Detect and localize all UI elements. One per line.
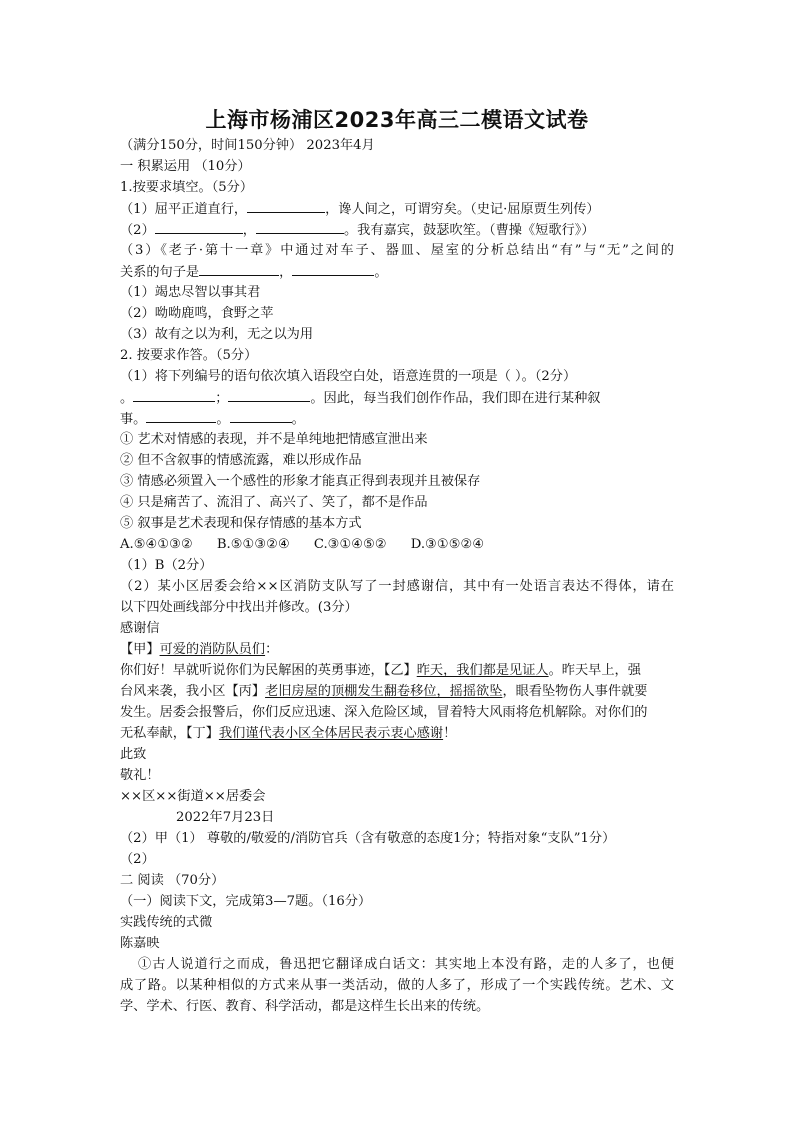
article-author: 陈嘉映 (120, 936, 160, 951)
page-title: 上海市杨浦区2023年高三二模语文试卷 (205, 108, 589, 132)
letter-signer: ××区××街道××居委会 (120, 789, 266, 804)
letter-body-line3: 发生。居委会报警后，你们反应迅速、深入危险区域，冒着特大风雨将危机解除。对你们的 (120, 705, 648, 720)
q1-sentence-2: （2） ， 。我有嘉宾，鼓瑟吹笙。（曹操《短歌行》） (120, 223, 595, 238)
underlined-part-yi: 昨天，我们都是见证人 (416, 663, 549, 678)
q2-option-1: ① 艺术对情感的表现，并不是单纯地把情感宣泄出来 (120, 432, 428, 447)
section1-heading: 一 积累运用 （10分） (120, 159, 251, 174)
article-title: 实践传统的式微 (120, 915, 213, 930)
letter-salutation: 【甲】可爱的消防队员们： (120, 642, 279, 657)
letter-body-line4: 无私奉献，【丁】我们谨代表小区全体居民表示衷心感谢！ (120, 726, 457, 741)
fill-blank[interactable] (292, 263, 374, 276)
q2-answer-2: （2）甲（1） 尊敬的/敬爱的/消防官兵（含有敬意的态度1分；特指对象“支队”1分） (120, 831, 616, 846)
fill-blank[interactable] (199, 263, 279, 276)
fill-blank[interactable] (228, 389, 310, 402)
q1-sentence-3-line2: 关系的句子是 ， 。 (120, 265, 388, 280)
q2-part2-line2: 以下四处画线部分中找出并修改。(3分） (120, 600, 358, 615)
fill-blank[interactable] (146, 410, 216, 423)
fill-blank[interactable] (155, 221, 243, 234)
q2-option-5: ⑤ 叙事是艺术表现和保存情感的基本方式 (120, 516, 362, 531)
article-para1-line2: 成了路。以某种相似的方式来从事一类活动，做的人多了，形成了一个实践传统。艺术、文 (120, 978, 674, 993)
q1-sentence-3-line1: （3）《老子·第十一章》中通过对车子、器皿、屋室的分析总结出“有”与“无”之间的 (120, 243, 674, 258)
q2-part2-line1: （2）某小区居委会给××区消防支队写了一封感谢信，其中有一处语言表达不得体，请在 (120, 579, 674, 594)
q2-answer-1: （1）B（2分） (120, 558, 213, 573)
section2-sub1: （一）阅读下文，完成第3—7题。（16分） (120, 894, 372, 909)
underlined-part-ding: 我们谨代表小区全体居民表示衷心感谢 (218, 726, 444, 741)
fill-blank[interactable] (256, 221, 344, 234)
q2-answer-3: （2） (120, 852, 155, 867)
q1-prompt: 1.按要求填空。（5分） (120, 180, 254, 195)
q1-answer-1: （1）竭忠尽智以事其君 (120, 285, 261, 300)
q2-part1-line1: （1）将下列编号的语句依次填入语段空白处，语意连贯的一项是（ ）。（2分） (120, 369, 577, 384)
fill-blank[interactable] (230, 410, 292, 423)
choice-b[interactable]: B.⑤①③②④ (216, 537, 290, 552)
choice-c[interactable]: C.③①④⑤② (313, 537, 387, 552)
section2-heading: 二 阅读 （70分） (120, 873, 225, 888)
underlined-part-jia: 可爱的消防队员们 (159, 642, 266, 657)
q2-option-3: ③ 情感必须置入一个感性的形象才能真正得到表现并且被保存 (120, 474, 481, 489)
fill-blank[interactable] (133, 389, 215, 402)
letter-closing-2: 敬礼！ (120, 768, 160, 783)
q1-sentence-1: （1）屈平正道直行， ，谗人间之，可谓穷矣。（史记·屈原贾生列传） (120, 202, 600, 217)
fill-blank[interactable] (247, 200, 325, 213)
q1-answer-2: （2）呦呦鹿鸣，食野之苹 (120, 306, 274, 321)
letter-date: 2022年7月23日 (176, 810, 275, 825)
article-para1-line3: 学、学术、行医、教育、科学活动，都是这样生长出来的传统。 (120, 999, 490, 1014)
q2-prompt: 2. 按要求作答。（5分） (120, 348, 258, 363)
letter-closing-1: 此致 (120, 747, 147, 762)
q2-part1-line3: 事。 。 。 (120, 412, 305, 427)
choice-a[interactable]: A.⑤④①③② (120, 537, 193, 552)
choice-d[interactable]: D.③①⑤②④ (410, 537, 485, 552)
underlined-part-bing: 老旧房屋的顶棚发生翻卷移位，摇摇欲坠 (265, 684, 503, 699)
letter-title: 感谢信 (120, 621, 160, 636)
exam-meta: （满分150分，时间150分钟） 2023年4月 (120, 138, 375, 153)
letter-body-line1: 你们好！早就听说你们为民解困的英勇事迹，【乙】昨天，我们都是见证人。昨天早上，强 (120, 663, 641, 678)
letter-body-line2: 台风来袭，我小区【丙】老旧房屋的顶棚发生翻卷移位，摇摇欲坠，眼看坠物伤人事件就要 (120, 684, 648, 699)
article-para1-line1: ①古人说道行之而成，鲁迅把它翻译成白话文：其实地上本没有路，走的人多了，也便 (138, 957, 674, 972)
q2-option-4: ④ 只是痛苦了、流泪了、高兴了、笑了，都不是作品 (120, 495, 428, 510)
q2-part1-line2: 。 ； 。因此，每当我们创作作品，我们即在进行某种叙 (120, 391, 601, 406)
q1-answer-3: （3）故有之以为利，无之以为用 (120, 327, 314, 342)
q2-option-2: ② 但不含叙事的情感流露，难以形成作品 (120, 453, 362, 468)
q2-choices (120, 536, 484, 554)
